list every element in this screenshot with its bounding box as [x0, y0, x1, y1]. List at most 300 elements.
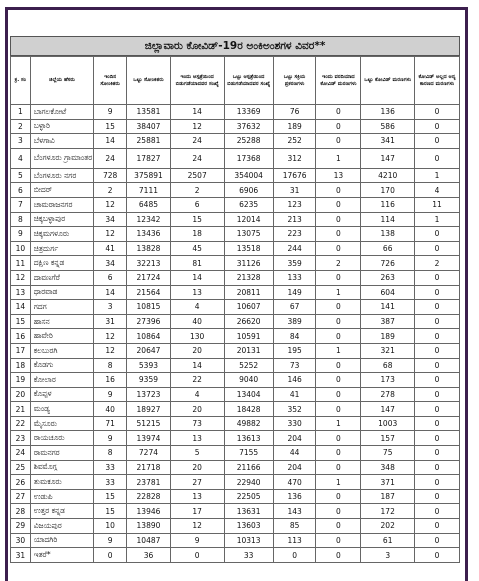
table-row: [11, 168, 460, 183]
cell-district-name: ಉಡುಪಿ: [30, 489, 94, 504]
cell-today-discharged: 27: [170, 475, 224, 490]
cell-today-discharged: 22: [170, 373, 224, 388]
cell-total-discharged: 26620: [224, 314, 273, 329]
cell-today-deaths: 0: [316, 183, 361, 198]
cell-total-deaths: 189: [361, 329, 415, 344]
covid-statistics-table: [10, 56, 460, 563]
cell-serial: 23: [11, 431, 31, 446]
cell-today-infected: 24: [94, 148, 127, 168]
cell-total-discharged: 13404: [224, 387, 273, 402]
table-row: [11, 519, 460, 534]
cell-active-cases: 204: [273, 460, 316, 475]
col-header-total-discharged: ಒಟ್ಟು ಆಸ್ಪತ್ರೆಯಿಂದ ಬಿಡುಗಡೆಯಾದವರ ಸಂಖ್ಯೆ: [224, 57, 273, 105]
table-row: [11, 256, 460, 271]
cell-serial: 12: [11, 270, 31, 285]
cell-today-infected: 14: [94, 285, 127, 300]
cell-total-discharged: 10607: [224, 300, 273, 315]
cell-active-cases: 146: [273, 373, 316, 388]
table-row: [11, 183, 460, 198]
cell-non-covid-deaths: 0: [415, 446, 460, 461]
cell-today-deaths: 0: [316, 446, 361, 461]
cell-total-infected: 17827: [127, 148, 171, 168]
cell-today-deaths: 0: [316, 314, 361, 329]
cell-total-infected: 21724: [127, 270, 171, 285]
cell-today-deaths: 0: [316, 431, 361, 446]
cell-serial: 28: [11, 504, 31, 519]
cell-today-infected: 12: [94, 343, 127, 358]
cell-total-infected: 13946: [127, 504, 171, 519]
cell-active-cases: 41: [273, 387, 316, 402]
cell-non-covid-deaths: 4: [415, 183, 460, 198]
table-row: [11, 460, 460, 475]
cell-serial: 19: [11, 373, 31, 388]
cell-total-deaths: 263: [361, 270, 415, 285]
cell-total-infected: 13890: [127, 519, 171, 534]
cell-today-discharged: 14: [170, 105, 224, 120]
cell-today-infected: 8: [94, 446, 127, 461]
cell-non-covid-deaths: 0: [415, 105, 460, 120]
cell-serial: 29: [11, 519, 31, 534]
cell-today-infected: 34: [94, 212, 127, 227]
table-row: [11, 134, 460, 149]
table-row: [11, 373, 460, 388]
cell-serial: 2: [11, 119, 31, 134]
cell-non-covid-deaths: 2: [415, 256, 460, 271]
cell-total-deaths: 173: [361, 373, 415, 388]
table-row: [11, 387, 460, 402]
cell-total-deaths: 66: [361, 241, 415, 256]
cell-total-deaths: 586: [361, 119, 415, 134]
cell-total-infected: 32213: [127, 256, 171, 271]
cell-total-infected: 5393: [127, 358, 171, 373]
cell-today-deaths: 0: [316, 489, 361, 504]
cell-today-deaths: 1: [316, 148, 361, 168]
cell-today-discharged: 6: [170, 197, 224, 212]
cell-today-infected: 34: [94, 256, 127, 271]
cell-serial: 7: [11, 197, 31, 212]
cell-today-deaths: 0: [316, 134, 361, 149]
cell-today-discharged: 5: [170, 446, 224, 461]
cell-today-deaths: 0: [316, 241, 361, 256]
cell-non-covid-deaths: 0: [415, 241, 460, 256]
cell-district-name: ದಕ್ಷಿಣ ಕನ್ನಡ: [30, 256, 94, 271]
cell-total-infected: 13436: [127, 227, 171, 242]
cell-district-name: ಬಳ್ಳಾರಿ: [30, 119, 94, 134]
cell-today-deaths: 0: [316, 504, 361, 519]
cell-non-covid-deaths: 0: [415, 270, 460, 285]
cell-district-name: ಬೆಂಗಳೂರು ಗ್ರಾಮಾಂತರ: [30, 148, 94, 168]
table-row: [11, 475, 460, 490]
cell-total-deaths: 202: [361, 519, 415, 534]
cell-district-name: ಮಂಡ್ಯ: [30, 402, 94, 417]
cell-serial: 16: [11, 329, 31, 344]
cell-serial: 3: [11, 134, 31, 149]
cell-today-infected: 12: [94, 329, 127, 344]
table-row: [11, 489, 460, 504]
cell-serial: 17: [11, 343, 31, 358]
cell-non-covid-deaths: 1: [415, 212, 460, 227]
cell-today-deaths: 0: [316, 329, 361, 344]
cell-non-covid-deaths: 0: [415, 343, 460, 358]
cell-serial: 26: [11, 475, 31, 490]
cell-non-covid-deaths: 0: [415, 134, 460, 149]
cell-active-cases: 352: [273, 402, 316, 417]
cell-total-deaths: 341: [361, 134, 415, 149]
cell-serial: 5: [11, 168, 31, 183]
table-row: [11, 402, 460, 417]
table-row: [11, 358, 460, 373]
cell-total-infected: 20647: [127, 343, 171, 358]
table-row: [11, 533, 460, 548]
cell-today-infected: 728: [94, 168, 127, 183]
cell-total-discharged: 13369: [224, 105, 273, 120]
cell-district-name: ಚಿಕ್ಕಬಳ್ಳಾಪುರ: [30, 212, 94, 227]
cell-today-infected: 9: [94, 105, 127, 120]
cell-today-discharged: 20: [170, 343, 224, 358]
cell-total-deaths: 116: [361, 197, 415, 212]
cell-serial: 13: [11, 285, 31, 300]
cell-non-covid-deaths: 0: [415, 489, 460, 504]
table-row: [11, 504, 460, 519]
cell-active-cases: 133: [273, 270, 316, 285]
table-row: [11, 227, 460, 242]
table-title: ಜಿಲ್ಲಾವಾರು ಕೋವಿಡ್-19ರ ಅಂಕಿಅಂಶಗಳ ವಿವರ**: [10, 36, 460, 56]
table-row: [11, 270, 460, 285]
cell-total-discharged: 6235: [224, 197, 273, 212]
cell-district-name: ಕೊಡಗು: [30, 358, 94, 373]
cell-total-discharged: 13603: [224, 519, 273, 534]
cell-today-deaths: 0: [316, 402, 361, 417]
cell-total-deaths: 3: [361, 548, 415, 563]
cell-active-cases: 17676: [273, 168, 316, 183]
cell-today-deaths: 1: [316, 343, 361, 358]
cell-today-discharged: 12: [170, 119, 224, 134]
cell-today-discharged: 17: [170, 504, 224, 519]
cell-total-deaths: 147: [361, 148, 415, 168]
cell-today-discharged: 40: [170, 314, 224, 329]
cell-district-name: ಬೀದರ್: [30, 183, 94, 198]
table-row: [11, 548, 460, 563]
cell-total-discharged: 20131: [224, 343, 273, 358]
cell-total-infected: 9359: [127, 373, 171, 388]
cell-active-cases: 470: [273, 475, 316, 490]
cell-today-infected: 15: [94, 119, 127, 134]
cell-total-deaths: 141: [361, 300, 415, 315]
cell-today-discharged: 13: [170, 489, 224, 504]
cell-total-discharged: 13075: [224, 227, 273, 242]
cell-district-name: ಬಾಗಲಕೋಟೆ: [30, 105, 94, 120]
cell-total-deaths: 4210: [361, 168, 415, 183]
cell-total-discharged: 13631: [224, 504, 273, 519]
cell-total-discharged: 31126: [224, 256, 273, 271]
cell-serial: 24: [11, 446, 31, 461]
cell-total-deaths: 157: [361, 431, 415, 446]
cell-active-cases: 44: [273, 446, 316, 461]
cell-total-deaths: 138: [361, 227, 415, 242]
cell-serial: 30: [11, 533, 31, 548]
cell-today-deaths: 0: [316, 387, 361, 402]
cell-today-discharged: 4: [170, 387, 224, 402]
cell-today-discharged: 2507: [170, 168, 224, 183]
cell-today-discharged: 45: [170, 241, 224, 256]
cell-total-infected: 23781: [127, 475, 171, 490]
cell-today-deaths: 0: [316, 358, 361, 373]
cell-total-deaths: 187: [361, 489, 415, 504]
cell-total-discharged: 12014: [224, 212, 273, 227]
cell-active-cases: 213: [273, 212, 316, 227]
cell-today-deaths: 2: [316, 256, 361, 271]
cell-today-infected: 2: [94, 183, 127, 198]
cell-today-discharged: 20: [170, 402, 224, 417]
cell-today-infected: 10: [94, 519, 127, 534]
col-header-total-deaths: ಒಟ್ಟು ಕೋವಿಡ್ ಮರಣಗಳು: [361, 57, 415, 105]
cell-serial: 9: [11, 227, 31, 242]
cell-district-name: ಬೆಂಗಳೂರು ನಗರ: [30, 168, 94, 183]
cell-total-infected: 18927: [127, 402, 171, 417]
cell-total-deaths: 371: [361, 475, 415, 490]
table-row: [11, 314, 460, 329]
cell-total-deaths: 1003: [361, 416, 415, 431]
cell-district-name: ಮೈಸೂರು: [30, 416, 94, 431]
cell-non-covid-deaths: 0: [415, 358, 460, 373]
cell-non-covid-deaths: 0: [415, 329, 460, 344]
cell-serial: 1: [11, 105, 31, 120]
cell-total-infected: 22828: [127, 489, 171, 504]
cell-today-infected: 6: [94, 270, 127, 285]
cell-active-cases: 312: [273, 148, 316, 168]
cell-district-name: ಗದಗ: [30, 300, 94, 315]
cell-active-cases: 113: [273, 533, 316, 548]
cell-today-deaths: 0: [316, 519, 361, 534]
col-header-today-discharged: ಇಂದು ಆಸ್ಪತ್ರೆಯಿಂದ ಬಿಡುಗಡೆಯಾದವರ ಸಂಖ್ಯೆ: [170, 57, 224, 105]
cell-today-deaths: 0: [316, 300, 361, 315]
cell-today-deaths: 0: [316, 373, 361, 388]
cell-total-deaths: 114: [361, 212, 415, 227]
cell-today-infected: 9: [94, 431, 127, 446]
table-row: [11, 212, 460, 227]
table-row: [11, 416, 460, 431]
cell-total-discharged: 9040: [224, 373, 273, 388]
cell-total-infected: 12342: [127, 212, 171, 227]
cell-serial: 18: [11, 358, 31, 373]
cell-active-cases: 31: [273, 183, 316, 198]
col-header-non-covid-deaths: ಕೋವಿಡ್ ಅಲ್ಲದ ಅನ್ಯ ಕಾರಣದ ಮರಣಗಳು: [415, 57, 460, 105]
cell-active-cases: 76: [273, 105, 316, 120]
cell-total-deaths: 172: [361, 504, 415, 519]
cell-total-discharged: 18428: [224, 402, 273, 417]
cell-active-cases: 73: [273, 358, 316, 373]
cell-today-infected: 3: [94, 300, 127, 315]
cell-active-cases: 85: [273, 519, 316, 534]
cell-active-cases: 359: [273, 256, 316, 271]
cell-today-discharged: 13: [170, 431, 224, 446]
cell-non-covid-deaths: 0: [415, 504, 460, 519]
cell-today-deaths: 0: [316, 270, 361, 285]
cell-serial: 25: [11, 460, 31, 475]
cell-today-deaths: 0: [316, 212, 361, 227]
cell-district-name: ಯಾದಗಿರಿ: [30, 533, 94, 548]
cell-today-infected: 71: [94, 416, 127, 431]
cell-district-name: ರಾಮನಗರ: [30, 446, 94, 461]
cell-district-name: ವಿಜಯಪುರ: [30, 519, 94, 534]
cell-total-discharged: 22940: [224, 475, 273, 490]
cell-active-cases: 84: [273, 329, 316, 344]
cell-total-deaths: 604: [361, 285, 415, 300]
cell-active-cases: 204: [273, 431, 316, 446]
cell-today-deaths: 1: [316, 475, 361, 490]
cell-district-name: ಚಾಮರಾಜನಗರ: [30, 197, 94, 212]
cell-total-deaths: 170: [361, 183, 415, 198]
cell-total-discharged: 10591: [224, 329, 273, 344]
cell-non-covid-deaths: 0: [415, 431, 460, 446]
cell-total-infected: 27396: [127, 314, 171, 329]
cell-non-covid-deaths: 0: [415, 533, 460, 548]
cell-total-discharged: 49882: [224, 416, 273, 431]
cell-today-discharged: 13: [170, 285, 224, 300]
cell-total-infected: 25881: [127, 134, 171, 149]
cell-active-cases: 244: [273, 241, 316, 256]
cell-total-infected: 13974: [127, 431, 171, 446]
cell-today-discharged: 9: [170, 533, 224, 548]
cell-serial: 20: [11, 387, 31, 402]
col-header-district: ಜಿಲ್ಲೆಯ ಹೆಸರು: [30, 57, 94, 105]
cell-today-discharged: 14: [170, 270, 224, 285]
cell-total-infected: 7274: [127, 446, 171, 461]
table-row: [11, 343, 460, 358]
cell-total-discharged: 5252: [224, 358, 273, 373]
cell-today-discharged: 14: [170, 358, 224, 373]
table-header-row: [11, 57, 460, 105]
cell-total-discharged: 22505: [224, 489, 273, 504]
cell-active-cases: 252: [273, 134, 316, 149]
cell-today-discharged: 73: [170, 416, 224, 431]
cell-today-discharged: 2: [170, 183, 224, 198]
cell-today-discharged: 81: [170, 256, 224, 271]
cell-today-discharged: 4: [170, 300, 224, 315]
cell-total-discharged: 33: [224, 548, 273, 563]
cell-today-infected: 8: [94, 358, 127, 373]
cell-non-covid-deaths: 0: [415, 402, 460, 417]
cell-today-discharged: 20: [170, 460, 224, 475]
cell-non-covid-deaths: 0: [415, 285, 460, 300]
cell-district-name: ಚಿಕ್ಕಮಗಳೂರು: [30, 227, 94, 242]
cell-non-covid-deaths: 0: [415, 460, 460, 475]
cell-today-infected: 15: [94, 504, 127, 519]
table-row: [11, 300, 460, 315]
cell-non-covid-deaths: 0: [415, 519, 460, 534]
cell-total-discharged: 20811: [224, 285, 273, 300]
cell-today-deaths: 0: [316, 105, 361, 120]
cell-total-infected: 13723: [127, 387, 171, 402]
cell-today-discharged: 24: [170, 148, 224, 168]
cell-serial: 8: [11, 212, 31, 227]
cell-total-discharged: 13518: [224, 241, 273, 256]
cell-total-infected: 10487: [127, 533, 171, 548]
cell-active-cases: 389: [273, 314, 316, 329]
cell-total-discharged: 17368: [224, 148, 273, 168]
cell-today-infected: 33: [94, 460, 127, 475]
table-row: [11, 431, 460, 446]
cell-active-cases: 143: [273, 504, 316, 519]
cell-active-cases: 149: [273, 285, 316, 300]
cell-district-name: ಕೋಲಾರ: [30, 373, 94, 388]
cell-today-infected: 0: [94, 548, 127, 563]
cell-non-covid-deaths: 0: [415, 227, 460, 242]
cell-district-name: ಧಾರವಾಡ: [30, 285, 94, 300]
cell-district-name: ದಾವಣಗೆರೆ: [30, 270, 94, 285]
col-header-today-infected: ಇಂದಿನ ಸೋಂಕಿತರು: [94, 57, 127, 105]
cell-today-infected: 9: [94, 533, 127, 548]
cell-serial: 31: [11, 548, 31, 563]
cell-total-discharged: 37632: [224, 119, 273, 134]
cell-serial: 15: [11, 314, 31, 329]
cell-total-infected: 7111: [127, 183, 171, 198]
col-header-today-deaths: ಇಂದು ವರದಿಯಾದ ಕೋವಿಡ್ ಮರಣಗಳು: [316, 57, 361, 105]
cell-today-discharged: 24: [170, 134, 224, 149]
cell-today-infected: 12: [94, 197, 127, 212]
cell-district-name: ಕಲಬುರಗಿ: [30, 343, 94, 358]
cell-total-deaths: 75: [361, 446, 415, 461]
cell-non-covid-deaths: 0: [415, 548, 460, 563]
cell-serial: 14: [11, 300, 31, 315]
cell-district-name: ಬೆಳಗಾವಿ: [30, 134, 94, 149]
cell-today-deaths: 0: [316, 119, 361, 134]
cell-serial: 22: [11, 416, 31, 431]
cell-total-discharged: 21166: [224, 460, 273, 475]
table-row: [11, 197, 460, 212]
cell-today-deaths: 1: [316, 285, 361, 300]
table-row: [11, 119, 460, 134]
cell-total-infected: 10815: [127, 300, 171, 315]
table-row: [11, 285, 460, 300]
cell-today-discharged: 18: [170, 227, 224, 242]
col-header-active-cases: ಒಟ್ಟು ಸಕ್ರಿಯ ಪ್ರಕರಣಗಳು: [273, 57, 316, 105]
cell-serial: 21: [11, 402, 31, 417]
cell-today-deaths: 0: [316, 227, 361, 242]
cell-today-infected: 12: [94, 227, 127, 242]
cell-total-discharged: 25288: [224, 134, 273, 149]
cell-non-covid-deaths: 0: [415, 373, 460, 388]
cell-total-infected: 36: [127, 548, 171, 563]
cell-non-covid-deaths: 1: [415, 168, 460, 183]
cell-total-deaths: 147: [361, 402, 415, 417]
cell-total-discharged: 21328: [224, 270, 273, 285]
cell-active-cases: 223: [273, 227, 316, 242]
cell-today-infected: 33: [94, 475, 127, 490]
cell-today-infected: 41: [94, 241, 127, 256]
cell-total-infected: 10864: [127, 329, 171, 344]
cell-non-covid-deaths: 0: [415, 119, 460, 134]
cell-total-deaths: 348: [361, 460, 415, 475]
cell-non-covid-deaths: 11: [415, 197, 460, 212]
cell-total-discharged: 10313: [224, 533, 273, 548]
cell-active-cases: 195: [273, 343, 316, 358]
cell-active-cases: 136: [273, 489, 316, 504]
cell-total-discharged: 7155: [224, 446, 273, 461]
cell-today-deaths: 0: [316, 548, 361, 563]
table-body: [11, 105, 460, 563]
cell-district-name: ಇತರೆ*: [30, 548, 94, 563]
cell-district-name: ಉತ್ತರ ಕನ್ನಡ: [30, 504, 94, 519]
cell-today-deaths: 0: [316, 533, 361, 548]
cell-total-deaths: 278: [361, 387, 415, 402]
cell-total-infected: 21564: [127, 285, 171, 300]
table-row: [11, 105, 460, 120]
cell-serial: 6: [11, 183, 31, 198]
cell-total-deaths: 387: [361, 314, 415, 329]
cell-total-infected: 13828: [127, 241, 171, 256]
table-row: [11, 148, 460, 168]
